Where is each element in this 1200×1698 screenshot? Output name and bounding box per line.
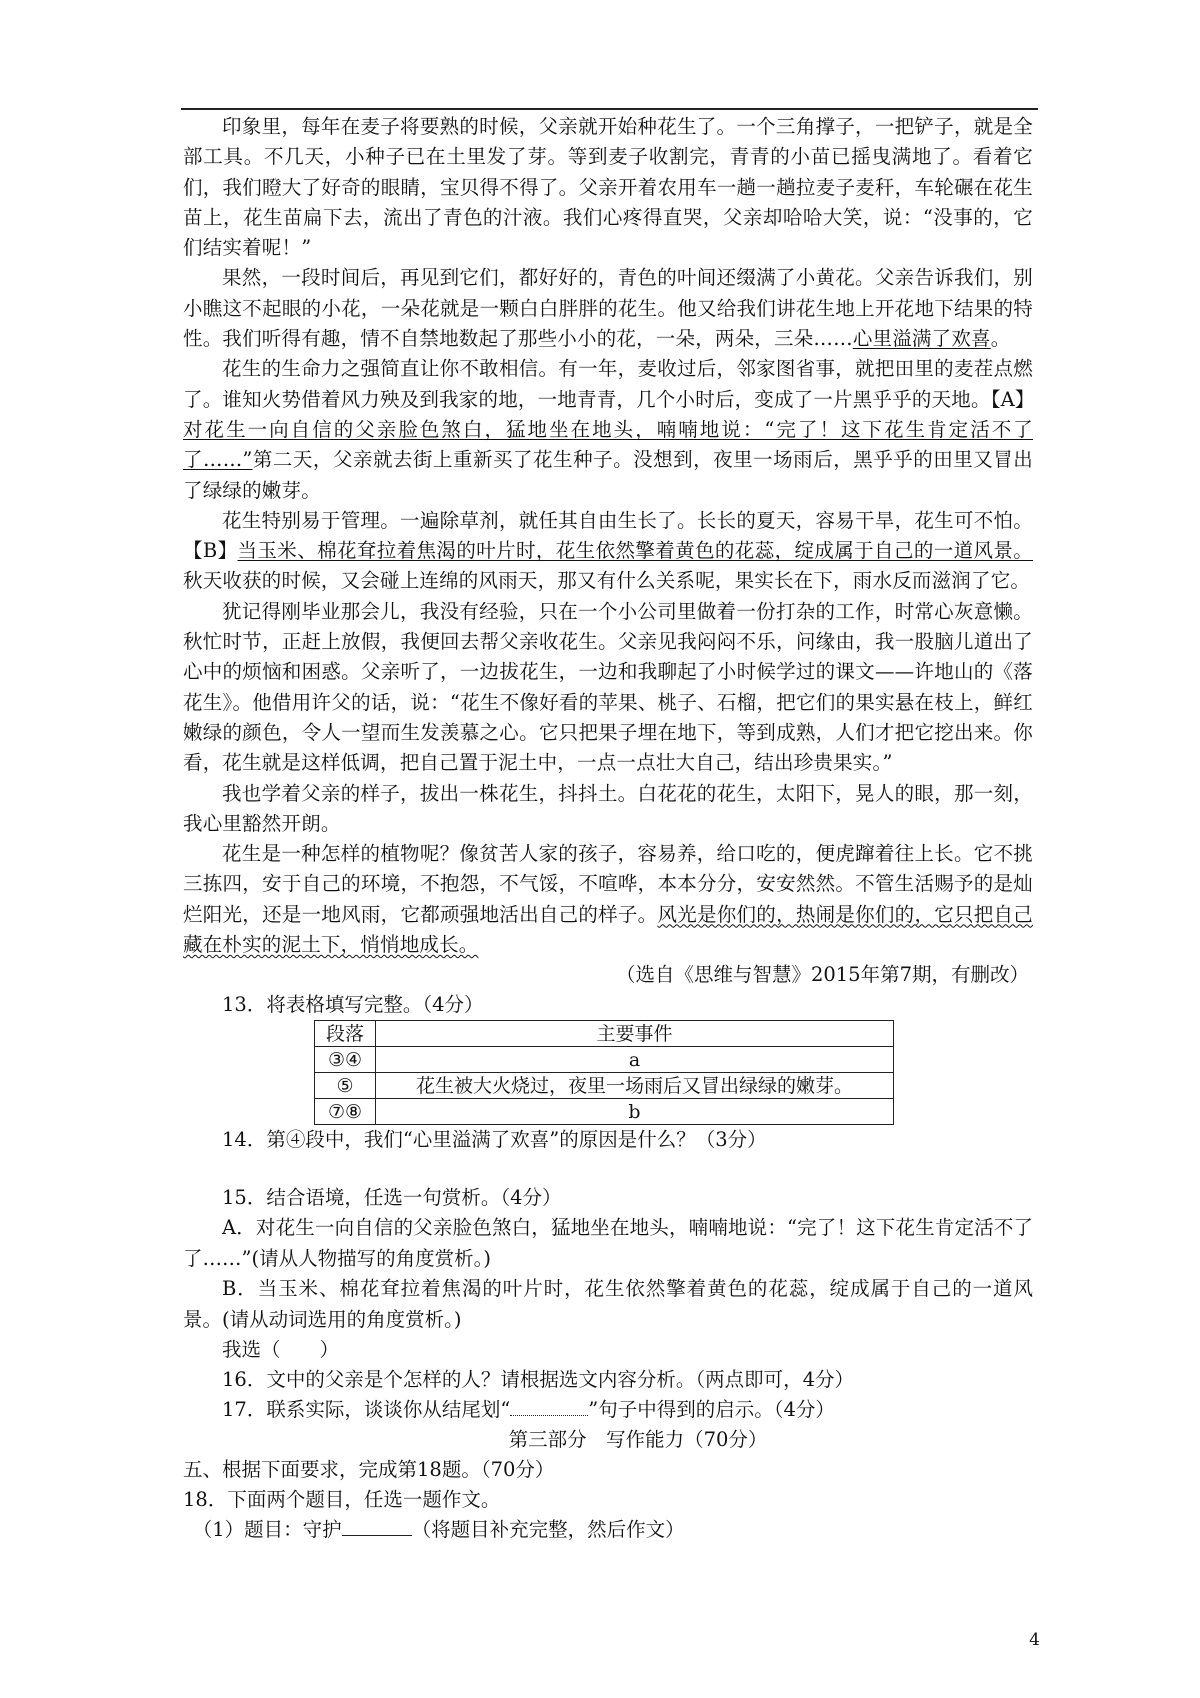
- question-15-choice: 我选（ ）: [222, 1338, 340, 1362]
- paragraph-6: 我也学着父亲的样子，拔出一株花生，抖抖土。白花花的花生，太阳下，晃人的眼，那一刻，我心里豁然开朗。: [183, 781, 1033, 835]
- topic-1-instruction: （将题目补充完整，然后作文）: [411, 1518, 685, 1542]
- paragraph-7-wavy-underlined: 风光是你们的，热闹是你们的，它只把自己藏在朴实的泥土下，悄悄地成长。: [183, 902, 1033, 957]
- table-cell: ③④: [315, 1047, 376, 1073]
- paragraph-4: [183, 506, 1033, 597]
- table-row: [315, 1073, 894, 1099]
- paragraph-3-end: 第二天，父亲就去街上重新买了花生种子。没想到，夜里一场雨后，黑乎乎的田里又冒出了绿绿的嫩芽。: [183, 448, 1033, 502]
- table-row: [315, 1099, 894, 1125]
- paragraph-4-end: 秋天收获的时候，又会碰上连绵的风雨天，那又有什么关系呢，果实长在下，雨水反而滋润了它。: [183, 569, 1031, 593]
- question-15-option-a: A．对花生一向自信的父亲脸色煞白，猛地坐在地头，喃喃地说：“完了！这下花生肯定活不了了……”(请从人物描写的角度赏析。): [183, 1216, 1033, 1270]
- question-14: 14．第④段中，我们“心里溢满了欢喜”的原因是什么？（3分）: [222, 1128, 767, 1152]
- events-table: [314, 1020, 894, 1125]
- question-15: 15．结合语境，任选一句赏析。（4分）: [222, 1186, 562, 1210]
- table-cell: ⑦⑧: [315, 1099, 376, 1125]
- question-15-option-b: B．当玉米、棉花耷拉着焦渴的叶片时，花生依然擎着黄色的花蕊，绽成属于自己的一道风景。(请从动词选用的角度赏析。): [183, 1277, 1033, 1331]
- question-16: 16．文中的父亲是个怎样的人？请根据选文内容分析。（两点即可，4分）: [222, 1368, 854, 1392]
- section-five-instruction: 五、根据下面要求，完成第18题。（70分）: [183, 1458, 555, 1482]
- paragraph-2-underlined: 心里溢满了欢喜: [852, 327, 991, 351]
- source-citation: （选自《思维与智慧》2015年第7期，有删改）: [615, 963, 1029, 987]
- paragraph-3-underlined-a: 对花生一向自信的父亲脸色煞白，猛地坐在地头，喃喃地说：“完了！这下花生肯定活不了了……”: [183, 417, 1033, 472]
- table-cell: b: [376, 1099, 894, 1125]
- paragraph-7: [183, 839, 1033, 960]
- paragraph-3-text: 花生的生命力之强简直让你不敢相信。有一年，麦收过后，邻家图省事，就把田里的麦茬点燃了。谁知火势借着风力殃及到我家的地，一地青青，几个小时后，变成了一片黑乎乎的天地。【A】: [183, 357, 1035, 411]
- table-cell: ⑤: [315, 1073, 376, 1099]
- paragraph-5: 犹记得刚毕业那会儿，我没有经验，只在一个小公司里做着一份打杂的工作，时常心灰意懒。秋忙时节，正赶上放假，我便回去帮父亲收花生。父亲见我闷闷不乐，问缘由，我一股脑儿道出了心中的烦恼和困惑。父亲听了，一边拔花生，一边和我聊起了小时候学过的课文——许地山的《落花生》。他借用许父的话，说：“花生不像好看的苹果、桃子、石榴，把它们的果实悬在枝上，鲜红嫩绿的颜色，令人一望而生发羡慕之心。它只把果子埋在地下，等到成熟，人们才把它挖出来。你看，花生就是这样低调，把自己置于泥土中，一点一点壮大自己，结出珍贵果实。”: [183, 599, 1033, 775]
- answer-space: [183, 1155, 1033, 1183]
- paragraph-1: 印象里，每年在麦子将要熟的时候，父亲就开始种花生了。一个三角撑子，一把铲子，就是全部工具。不几天，小种子已在土里发了芽。等到麦子收割完，青青的小苗已摇曳满地了。看着它们，我们瞪大了好奇的眼睛，宝贝得不得了。父亲开着农用车一趟一趟拉麦子麦秆，车轮碾在花生苗上，花生苗扁下去，流出了青色的汁液。我们心疼得直哭，父亲却哈哈大笑，说：“没事的，它们结实着呢！”: [183, 115, 1033, 260]
- table-header-row: [315, 1021, 894, 1047]
- question-17: [183, 1395, 1033, 1425]
- topic-1-text: （1）题目：守护: [192, 1518, 342, 1542]
- table-row: [315, 1047, 894, 1073]
- table-header-cell: 段落: [315, 1021, 376, 1047]
- wavy-line-marker: [510, 1397, 588, 1416]
- question-17-text: 17．联系实际，谈谈你从结尾划“: [222, 1398, 511, 1422]
- paragraph-2-text: 果然，一段时间后，再见到它们，都好好的，青色的叶间还缀满了小黄花。父亲告诉我们，别小瞧这不起眼的小花，一朵花就是一颗白白胖胖的花生。他又给我们讲花生地上开花地下结果的特性。我们听得有趣，情不自禁地数起了那些小小的花，一朵，两朵，三朵……: [183, 266, 1033, 351]
- paragraph-2: [183, 263, 1033, 354]
- paragraph-4-text: 花生特别易于管理。一遍除草剂，就任其自由生长了。长长的夏天，容易干旱，花生可不怕。【B】: [183, 508, 1033, 563]
- topic-1: [183, 1515, 1033, 1545]
- question-13: 13．将表格填写完整。（4分）: [222, 993, 484, 1017]
- paragraph-3: [183, 354, 1033, 505]
- question-18: 18．下面两个题目，任选一题作文。: [183, 1488, 501, 1512]
- document-body: [183, 112, 1033, 1545]
- part-three-heading: 第三部分 写作能力（70分）: [508, 1428, 768, 1452]
- header-rule: [181, 108, 1038, 110]
- topic-blank-line: [342, 1517, 412, 1536]
- page-number: 4: [1029, 1630, 1040, 1650]
- paragraph-7-text: 花生是一种怎样的植物呢？像贫苦人家的孩子，容易养，给口吃的，便虎蹿着往上长。它不挑三拣四，安于自己的环境，不抱怨，不气馁，不喧哗，本本分分，安安然然。不管生活赐予的是灿烂阳光，还是一地风雨，它都顽强地活出自己的样子。: [183, 842, 1033, 926]
- paragraph-2-end: 。: [990, 327, 1011, 351]
- paragraph-4-underlined-b: 当玉米、棉花耷拉着焦渴的叶片时，花生依然擎着黄色的花蕊，绽成属于自己的一道风景。: [237, 539, 1033, 563]
- question-17-end: ”句子中得到的启示。（4分）: [588, 1398, 835, 1422]
- table-header-cell: 主要事件: [376, 1021, 894, 1047]
- table-cell: 花生被大火烧过，夜里一场雨后又冒出绿绿的嫩芽。: [376, 1073, 894, 1099]
- table-cell: a: [376, 1047, 894, 1073]
